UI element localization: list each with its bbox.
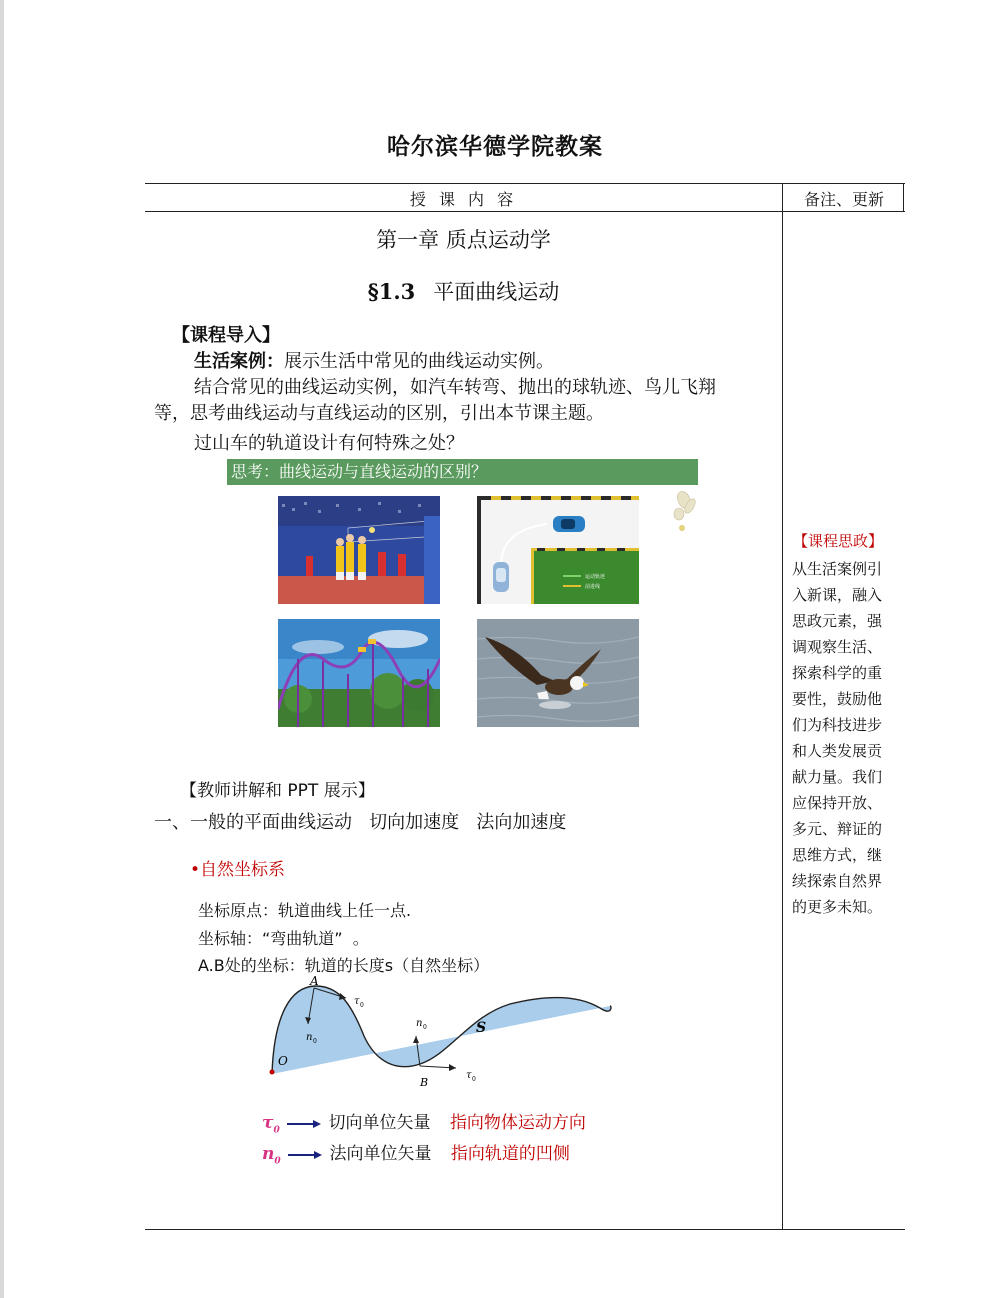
intro-question: 过山车的轨道设计有何特殊之处？ (194, 433, 464, 454)
case-line (194, 347, 554, 373)
origin-point (270, 1070, 275, 1075)
table-column-divider (782, 183, 783, 1230)
label-n-a: n (306, 1032, 313, 1043)
label-a: A (310, 976, 319, 988)
parking-legend-track: 运动轨迹 (585, 574, 606, 580)
note-line: 和人类发展贡 (792, 742, 883, 760)
table-top-border (145, 183, 905, 184)
label-b: B (420, 1076, 429, 1089)
n-desc: 指向轨道的凹侧 (450, 1144, 570, 1164)
section-number: §1.3 (367, 279, 416, 304)
rollercoaster-photo (278, 619, 440, 727)
document-title: 哈尔滨华德学院教案 (387, 133, 603, 160)
tau-legend-row (262, 1108, 586, 1135)
tau-symbol: $\tau_0$ (262, 1113, 280, 1136)
note-line: 思政元素，强 (792, 612, 883, 630)
tau-arrow-icon (287, 1114, 321, 1134)
n-label: 法向单位矢量 (329, 1144, 432, 1164)
note-line: 的更多未知。 (792, 898, 883, 916)
chapter-title: 第一章 质点运动学 (376, 228, 551, 252)
curve-fill (272, 986, 611, 1074)
header-notes: 备注、更新 (803, 190, 884, 209)
intro-para-line1: 结合常见的曲线运动实例，如汽车转弯、抛出的球轨迹、鸟儿飞翔 (194, 377, 716, 398)
case-text: 展示生活中常见的曲线运动实例。 (284, 351, 554, 372)
flower-decoration (668, 486, 700, 538)
header-teaching-content: 授 课 内 容 (409, 190, 518, 209)
slide-banner: 思考：曲线运动与直线运动的区别？ (227, 459, 698, 485)
label-tau-b: τ (466, 1070, 472, 1081)
label-tau-a: τ (354, 996, 360, 1007)
tau-desc: 指向物体运动方向 (449, 1113, 586, 1133)
n-legend-row (262, 1139, 570, 1166)
note-line: 从生活案例引 (792, 560, 883, 578)
natural-line2: 坐标轴：“弯曲轨道” 。 (198, 929, 369, 948)
parking-photo (477, 496, 639, 604)
table-bottom-border (145, 1229, 905, 1230)
natural-coordinate-diagram (260, 976, 620, 1094)
section-name: 平面曲线运动 (433, 280, 560, 304)
intro-heading: 【课程导入】 (172, 325, 280, 346)
page-edge (0, 0, 4, 1298)
natural-coordinate-bullet: •自然坐标系 (190, 860, 286, 880)
n-symbol: $n_0$ (262, 1144, 281, 1167)
case-label: 生活案例： (194, 351, 284, 372)
table-header-border (145, 211, 905, 212)
teacher-heading: 【教师讲解和 PPT 展示】 (180, 781, 375, 801)
section-title (145, 276, 782, 306)
note-line: 调观察生活、 (792, 638, 883, 656)
eagle-photo (477, 619, 639, 727)
note-line: 续探索自然界 (792, 872, 883, 890)
natural-line3: A.B处的坐标：轨道的长度s（自然坐标） (198, 956, 490, 975)
label-n-b-sub: 0 (423, 1024, 427, 1031)
volleyball-photo (278, 496, 440, 604)
note-line: 们为科技进步 (792, 716, 883, 734)
note-line: 入新课，融入 (792, 586, 883, 604)
note-line: 思维方式，继 (792, 846, 883, 864)
label-n-b: n (416, 1018, 423, 1029)
ideology-note-body (792, 556, 898, 920)
intro-para-line2: 等，思考曲线运动与直线运动的区别，引出本节课主题。 (154, 403, 604, 424)
label-n-a-sub: 0 (313, 1038, 317, 1045)
tau-label: 切向单位矢量 (328, 1113, 431, 1133)
label-s: S (476, 1020, 487, 1036)
ideology-note-title: 【课程思政】 (793, 532, 884, 550)
label-tau-a-sub: 0 (360, 1002, 364, 1009)
teacher-topic: 一、一般的平面曲线运动 切向加速度 法向加速度 (154, 812, 567, 833)
label-tau-b-sub: 0 (472, 1076, 476, 1083)
note-line: 要性，鼓励他 (792, 690, 883, 708)
natural-line1: 坐标原点：轨道曲线上任一点. (198, 901, 412, 920)
note-line: 献力量。我们 (792, 768, 883, 786)
n-arrow-icon (288, 1145, 322, 1165)
parking-legend-line: 前进线 (585, 584, 601, 590)
note-line: 应保持开放、 (792, 794, 883, 812)
note-line: 多元、辩证的 (792, 820, 883, 838)
label-o: O (278, 1054, 288, 1068)
note-line: 探索科学的重 (792, 664, 883, 682)
